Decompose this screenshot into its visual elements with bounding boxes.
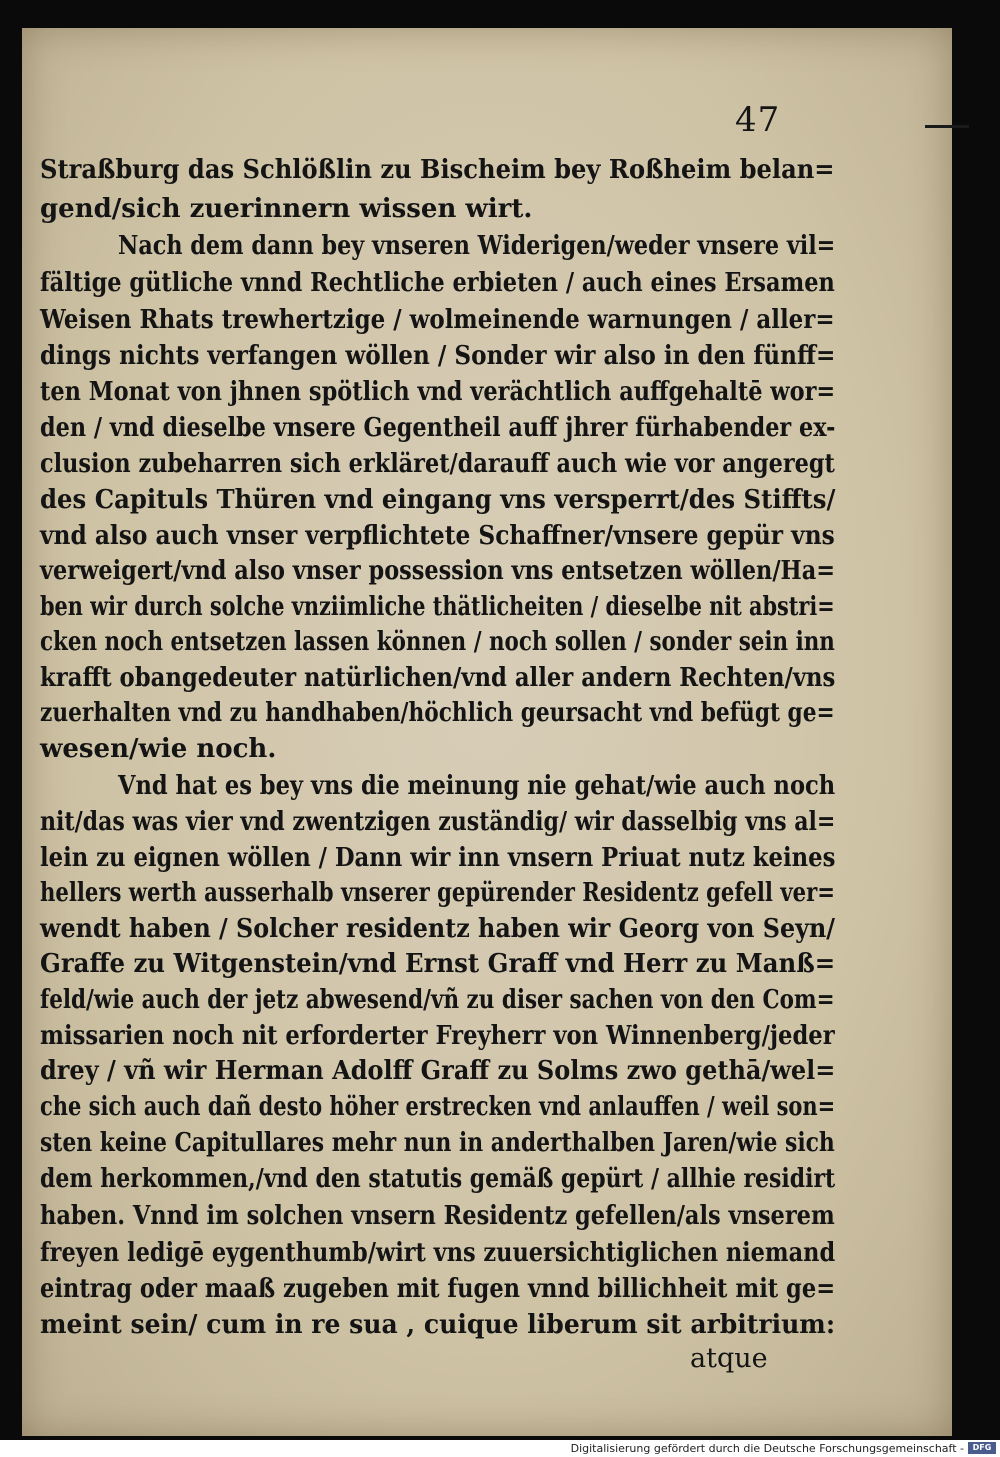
text-line: zuerhalten vnd zu handhaben/höchlich geursacht vnd befügt ge= [40,698,835,728]
text-line: clusion zubeharren sich erkläret/darauff auch wie vor angeregt [40,449,835,479]
text-line: sten keine Capitullares mehr nun in anderthalben Jaren/wie sich [40,1128,835,1158]
text-line: meint sein/ cum in re sua , cuique liberum sit arbitrium: [40,1310,836,1340]
text-line: cken noch entsetzen lassen können / noch sollen / sonder sein inn [40,627,835,657]
text-line: krafft obangedeuter natürlichen/vnd aller andern Rechten/vns [40,663,836,693]
text-line: fältige gütliche vnnd Rechtliche erbieten / auch eines Ersamen [40,268,835,298]
text-line: verweigert/vnd also vnser possession vns entsetzen wöllen/Ha= [40,556,836,586]
text-line: missarien noch nit erforderter Freyherr von Winnenberg/jeder [40,1021,835,1051]
text-line: ten Monat von jhnen spötlich vnd verächtlich auffgehaltē wor= [40,377,836,407]
text-line: nit/das was vier vnd zwentzigen zuständig/ wir dasselbig vns al= [40,807,836,837]
text-line: Vnd hat es bey vns die meinung nie gehat/wie auch noch [118,771,836,801]
page-number: 47 [735,100,781,140]
text-line: Straßburg das Schlößlin zu Bischeim bey Roßheim belan= [40,155,835,185]
text-line: Graffe zu Witgenstein/vnd Ernst Graff vnd Herr zu Manß= [40,949,836,979]
text-line: vnd also auch vnser verpflichtete Schaffner/vnsere gepür vns [40,521,835,551]
text-line: hellers werth ausserhalb vnserer gepürender Residentz gefell ver= [40,878,835,908]
text-line: freyen ledigē eygenthumb/wirt vns zuuersichtiglichen niemand [40,1238,836,1268]
text-line: feld/wie auch der jetz abwesend/vñ zu diser sachen von den Com= [40,985,835,1015]
text-line: wendt haben / Solcher residentz haben wir Georg von Seyn/ [40,914,835,944]
text-line: wesen/wie noch. [40,734,277,764]
text-line: dem herkommen,/vnd den statutis gemäß gepürt / allhie residirt [40,1164,836,1194]
dfg-logo-icon: DFG [968,1442,996,1454]
text-line: lein zu eignen wöllen / Dann wir inn vnsern Priuat nutz keines [40,843,836,873]
text-line: dings nichts verfangen wöllen / Sonder wir also in den fünff= [40,341,836,371]
catchword: atque [690,1343,768,1374]
text-line: che sich auch dañ desto höher erstrecken vnd anlauffen / weil son= [40,1092,836,1122]
text-line: Nach dem dann bey vnseren Widerigen/weder vnsere vil= [118,231,836,261]
text-line: haben. Vnnd im solchen vnsern Residentz gefellen/als vnserem [40,1201,835,1231]
text-line: drey / vñ wir Herman Adolff Graff zu Solms zwo gethā/wel= [40,1056,836,1086]
text-line: des Capituls Thüren vnd eingang vns versperrt/des Stiffts/ [40,485,836,515]
text-line: ben wir durch solche vnziimliche thätlicheiten / dieselbe nit abstri= [40,592,835,622]
text-line: Weisen Rhats trewhertzige / wolmeinende warnungen / aller= [40,305,835,335]
footer-bar [0,1440,1000,1457]
funding-notice: Digitalisierung gefördert durch die Deutsche Forschungsgemeinschaft - [570,1442,964,1455]
text-line: gend/sich zuerinnern wissen wirt. [40,194,533,224]
text-line: eintrag oder maaß zugeben mit fugen vnnd billichheit mit ge= [40,1274,836,1304]
margin-mark [925,125,969,128]
text-line: den / vnd dieselbe vnsere Gegentheil auff jhrer fürhabender ex- [40,413,836,443]
